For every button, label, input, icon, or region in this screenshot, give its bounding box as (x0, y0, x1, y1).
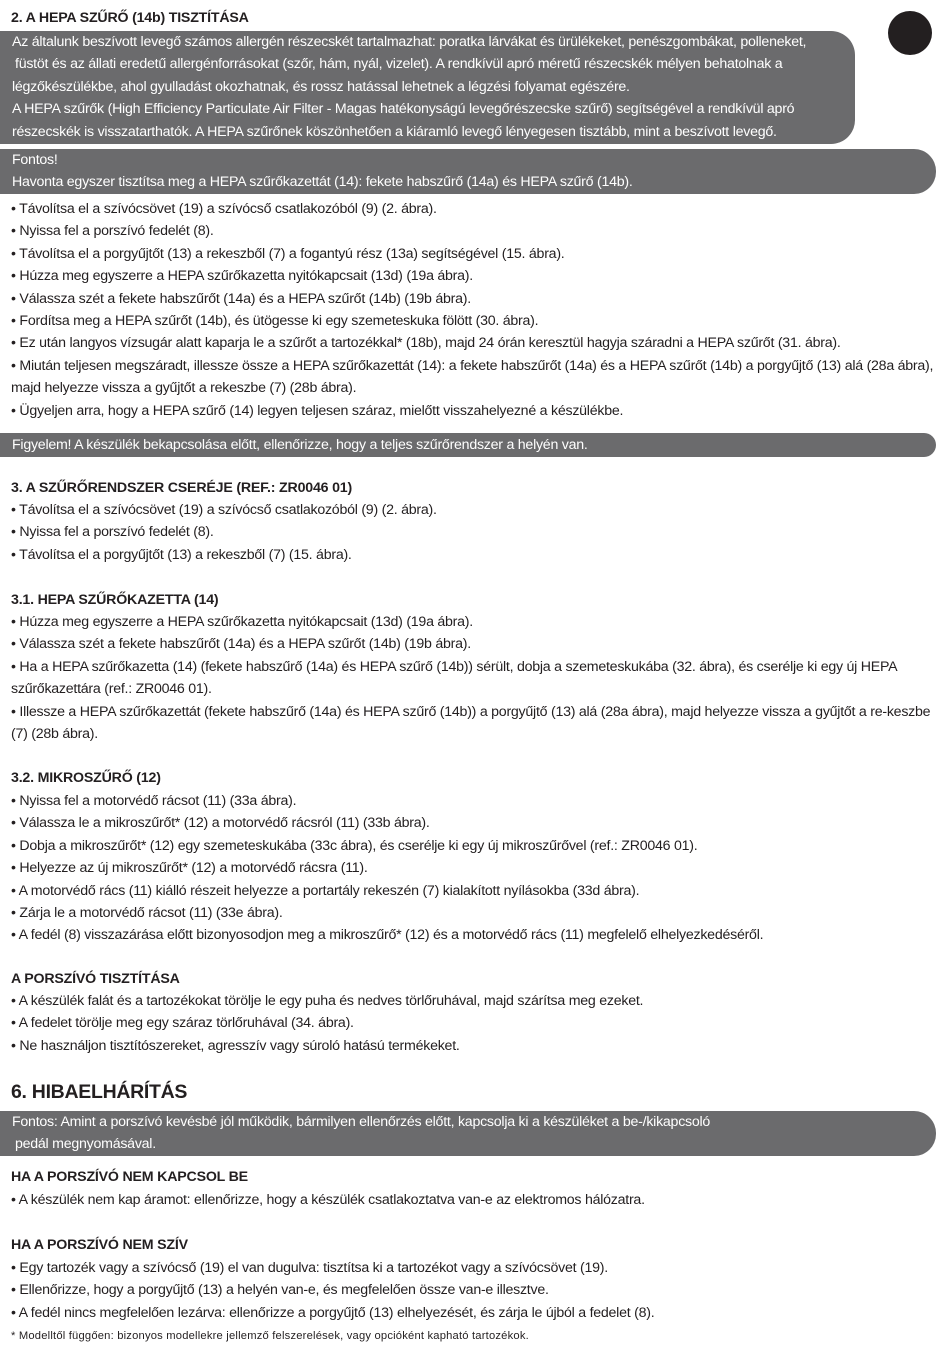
list-item: • Távolítsa el a szívócsövet (19) a szívócső csatlakozóból (9) (2. ábra). (11, 499, 936, 521)
intro-line: részecskék is visszatarthatók. A HEPA szűrőnek köszönhetően a kiáramló levegő lényegesen tisztább, mint a beszívott levegő. (12, 123, 777, 140)
list-item: • Távolítsa el a porgyűjtőt (13) a rekeszből (7) a fogantyú rész (13a) segítségével (15. ábra). (11, 243, 936, 265)
intro-line: Az általunk beszívott levegő számos allergén részecskét tartalmazhat: poratka lárvákat és ürülékeket, penészgombákat, polleneket, (12, 34, 807, 50)
section-3-title: 3. A SZŰRŐRENDSZER CSERÉJE (REF.: ZR0046 01) (11, 480, 352, 496)
note-line: Havonta egyszer tisztítsa meg a HEPA szűrőkazettát (14): fekete habszűrő (14a) és HEPA szűrő (14b). (12, 174, 633, 191)
note-line: Fontos! (12, 152, 58, 168)
list-item: • Nyissa fel a motorvédő rácsot (11) (33a ábra). (11, 790, 936, 812)
list-item: • Zárja le a motorvédő rácsot (11) (33e ábra). (11, 902, 936, 924)
list-item: • A készülék nem kap áramot: ellenőrizze, hogy a készülék csatlakoztatva van-e az elektromos hálózatra. (11, 1189, 936, 1211)
list-item: • Távolítsa el a szívócsövet (19) a szívócső csatlakozóból (9) (2. ábra). (11, 198, 936, 220)
troubleshooting-note-box (0, 1111, 936, 1156)
list-item: • Dobja a mikroszűrőt* (12) egy szemeteskukába (33c ábra), és cserélje ki egy új mikroszűrővel (ref.: ZR0046 01). (11, 835, 936, 857)
list-item: • A készülék falát és a tartozékokat törölje le egy puha és nedves törlőruhával, majd szárítsa meg ezeket. (11, 990, 936, 1012)
hepa-cassette-steps (11, 611, 936, 745)
no-suction-title: HA A PORSZÍVÓ NEM SZÍV (11, 1237, 188, 1253)
list-item: • Ha a HEPA szűrőkazetta (14) (fekete habszűrő (14a) és HEPA szűrő (14b)) sérült, dobja a szemeteskukába (32. ábra), és cserélje ki egy új HEPA szűrőkazettára (ref.: ZR0046 01). (11, 656, 936, 701)
list-item: • Húzza meg egyszerre a HEPA szűrőkazetta nyitókapcsait (13d) (19a ábra). (11, 265, 936, 287)
list-item: • Ügyeljen arra, hogy a HEPA szűrő (14) legyen teljesen száraz, mielőtt visszahelyezné a készülékbe. (11, 400, 936, 422)
section-3-1-title: 3.1. HEPA SZŰRŐKAZETTA (14) (11, 592, 219, 608)
intro-line: füstöt és az állati eredetű allergénforrásokat (szőr, hám, nyál, vizelet). A rendkívül apró méretű részecskék mélyen behatolnak a (15, 56, 783, 73)
warning-box (0, 433, 936, 457)
list-item: • A fedelet törölje meg egy száraz törlőruhával (34. ábra). (11, 1012, 936, 1034)
warning-text: Figyelem! A készülék bekapcsolása előtt, ellenőrizze, hogy a teljes szűrőrendszer a helyén van. (12, 437, 588, 453)
list-item: • Ellenőrizze, hogy a porgyűjtő (13) a helyén van-e, és megfelelően össze van-e illesztve. (11, 1279, 936, 1301)
filter-replacement-steps (11, 499, 936, 566)
section-3-2-title: 3.2. MIKROSZŰRŐ (12) (11, 770, 161, 786)
no-suction-steps (11, 1257, 936, 1324)
list-item: • Húzza meg egyszerre a HEPA szűrőkazetta nyitókapcsait (13d) (19a ábra). (11, 611, 936, 633)
list-item: • A fedél nincs megfelelően lezárva: ellenőrizze a porgyűjtő (13) elhelyezését, és zárja le újból a fedelet (8). (11, 1302, 936, 1324)
hepa-intro-box (0, 31, 855, 144)
footnote: * Modelltől függően: bizonyos modellekre jellemző felszerelések, vagy opcióként kapható tartozékok. (11, 1330, 529, 1342)
list-item: • Válassza szét a fekete habszűrőt (14a) és a HEPA szűrőt (14b) (19b ábra). (11, 288, 936, 310)
list-item: • Ez után langyos vízsugár alatt kaparja le a szűrőt a tartozékkal* (18b), majd 24 órán keresztül hagyja száradni a HEPA szűrőt (31. ábra). (11, 332, 936, 354)
list-item: • Ne használjon tisztítószereket, agresszív vagy súroló hatású termékeket. (11, 1035, 936, 1057)
no-power-steps (11, 1189, 936, 1211)
section-2-title: 2. A HEPA SZŰRŐ (14b) TISZTÍTÁSA (11, 10, 249, 26)
hepa-cleaning-steps (11, 198, 936, 422)
intro-line: légzőkészülékbe, ahol gyulladást okozhatnak, és rossz hatással lehetnek a légzési folyamat egészére. (12, 78, 630, 95)
list-item: • A motorvédő rács (11) kiálló részeit helyezze a portartály rekeszén (7) kialakított nyílásokba (33d ábra). (11, 880, 936, 902)
note-line: pedál megnyomásával. (15, 1136, 156, 1153)
microfilter-steps (11, 790, 936, 947)
list-item: • Fordítsa meg a HEPA szűrőt (14b), és ütögesse ki egy szemeteskuka fölött (30. ábra). (11, 310, 936, 332)
list-item: • Nyissa fel a porszívó fedelét (8). (11, 521, 936, 543)
list-item: • Válassza le a mikroszűrőt* (12) a motorvédő rácsról (11) (33b ábra). (11, 812, 936, 834)
intro-line: A HEPA szűrők (High Efficiency Particulate Air Filter - Magas hatékonyságú levegőrészecske szűrő) segítségével a rendkívül apró (12, 101, 795, 118)
list-item: • Miután teljesen megszáradt, illessze össze a HEPA szűrőkazettát (14): a fekete habszűrőt (14a) és a HEPA szűrőt (14b) a porgyűjtő (13) alá (28a ábra), majd helyezze vissza a gyűjtőt a rekeszbe (7) (28b ábra). (11, 355, 936, 400)
language-tab-marker (888, 11, 932, 55)
list-item: • Válassza szét a fekete habszűrőt (14a) és a HEPA szűrőt (14b) (19b ábra). (11, 633, 936, 655)
list-item: • Illessze a HEPA szűrőkazettát (fekete habszűrő (14a) és HEPA szűrő (14b)) a porgyűjtő (13) alá (28a ábra), majd helyezze vissza a gyűjtőt a re-keszbe (7) (28b ábra). (11, 701, 936, 746)
note-line: Fontos: Amint a porszívó kevésbé jól működik, bármilyen ellenőrzés előtt, kapcsolja ki a készüléket a be-/kikapcsoló (12, 1114, 711, 1130)
no-power-title: HA A PORSZÍVÓ NEM KAPCSOL BE (11, 1169, 248, 1185)
list-item: • Távolítsa el a porgyűjtőt (13) a rekeszből (7) (15. ábra). (11, 544, 936, 566)
cleaning-steps (11, 990, 936, 1057)
list-item: • Helyezze az új mikroszűrőt* (12) a motorvédő rácsra (11). (11, 857, 936, 879)
important-note-box (0, 149, 936, 194)
list-item: • Nyissa fel a porszívó fedelét (8). (11, 220, 936, 242)
list-item: • A fedél (8) visszazárása előtt bizonyosodjon meg a mikroszűrő* (12) és a motorvédő rács (11) megfelelő elhelyezkedéséről. (11, 924, 936, 946)
cleaning-title: A PORSZÍVÓ TISZTÍTÁSA (11, 971, 180, 987)
list-item: • Egy tartozék vagy a szívócső (19) el van dugulva: tisztítsa ki a tartozékot vagy a szívócsövet (19). (11, 1257, 936, 1279)
section-6-title: 6. HIBAELHÁRÍTÁS (11, 1081, 188, 1103)
